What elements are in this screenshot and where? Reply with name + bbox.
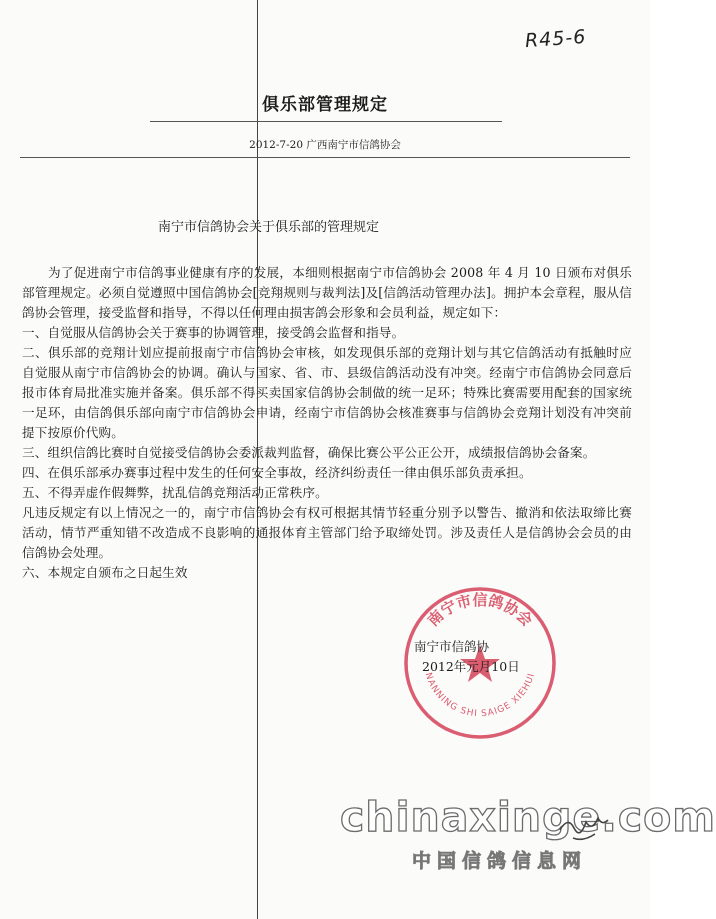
seal-cn-text: 南宁市信鸽协会 (424, 591, 536, 630)
penalty-paragraph: 凡违反规定有以上情况之一的，南宁市信鸽协会有权可根据其情节轻重分别予以警告、撤消和依法取缔比赛活动，情节严重知错不改造成不良影响的通报体育主管部门给予取缔处罚。涉及责任人是信鸽协会会员的由信鸽协会处理。 (22, 505, 632, 560)
date-and-source: 2012-7-20 广西南宁市信鸽协会 (249, 139, 401, 151)
document-subtitle: 南宁市信鸽协会关于俱乐部的管理规定 (158, 220, 380, 235)
clause-6: 六、本规定自颁布之日起生效 (22, 565, 188, 580)
header-divider (20, 157, 630, 158)
signing-date: 2012年元月10日 (422, 659, 520, 674)
handwritten-signature-scribble (555, 808, 615, 848)
site-watermark-cn: 中国信鸽信息网 (412, 850, 588, 872)
title-divider (150, 121, 502, 122)
signing-organization: 南宁市信鸽协 (414, 639, 490, 654)
clause-5: 五、不得弄虚作假舞弊，扰乱信鸽竞翔活动正常秩序。 (22, 485, 328, 500)
signature-block (414, 637, 520, 677)
site-watermark: chinaxinge.com (340, 793, 716, 841)
clause-4: 四、在俱乐部承办赛事过程中发生的任何安全事故，经济纠纷责任一律由俱乐部负责承担。 (22, 465, 532, 480)
intro-paragraph: 为了促进南宁市信鸽事业健康有序的发展，本细则根据南宁市信鸽协会 2008 年 4 月 10 日颁布对俱乐部管理规定。必须自觉遵照中国信鸽协会[竞翔规则与裁判法]及[信鸽活动管理办法]。拥护本会章程，服从信鸽协会管理，接受监督和指导，不得以任何理由损害鸽会形象和会员利益，规定如下： (22, 265, 632, 320)
seal-en-text: NANNING SHI SAIGE XIEHUI (422, 671, 538, 720)
handwritten-reference-note: R45-6 (524, 25, 588, 53)
document-body (22, 263, 632, 583)
clause-1: 一、自觉服从信鸽协会关于赛事的协调管理，接受鸽会监督和指导。 (22, 325, 405, 340)
document-title: 俱乐部管理规定 (262, 95, 388, 115)
clause-3: 三、组织信鸽比赛时自觉接受信鸽协会委派裁判监督，确保比赛公平公正公开，成绩报信鸽协会备案。 (22, 445, 596, 460)
clause-2: 二、俱乐部的竞翔计划应提前报南宁市信鸽协会审核，如发现俱乐部的竞翔计划与其它信鸽活动有抵触时应自觉服从南宁市信鸽协会的协调。确认与国家、省、市、县级信鸽活动没有冲突。经南宁市信鸽协会同意后报市体育局批准实施并备案。俱乐部不得买卖国家信鸽协会制做的统一足环；特殊比赛需要用配套的国家统一足环，由信鸽俱乐部向南宁市信鸽协会申请，经南宁市信鸽协会核准赛事与信鸽协会竞翔计划没有冲突前提下按原价代购。 (22, 345, 632, 440)
